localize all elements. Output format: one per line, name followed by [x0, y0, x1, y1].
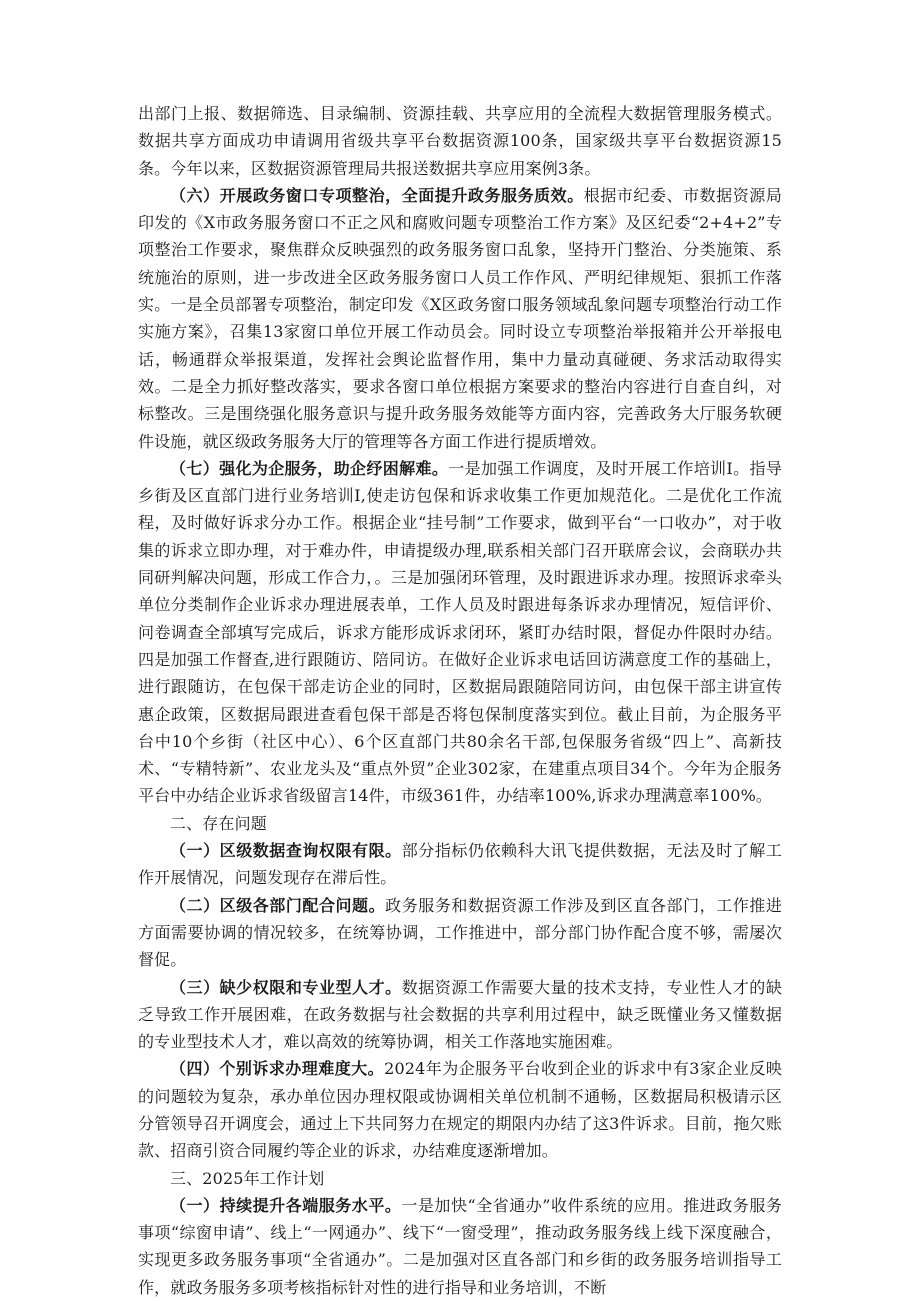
plan-1: [138, 1192, 782, 1301]
problem-2-title: （二）区级各部门配合问题。: [170, 895, 386, 915]
heading-problems: 二、存在问题: [170, 813, 267, 833]
problem-3-text: 数据资源工作需要大量的技术支持，专业性人才的缺乏导致工作开展困难，在政务数据与社会数据的共享利用过程中，缺乏既懂业务又懂数据的专业型技术人才，难以高效的统筹协调，相关工作落地实施困难。: [138, 977, 782, 1052]
section-6: [138, 182, 782, 455]
problem-4: [138, 1055, 782, 1164]
section-6-title: （六）开展政务窗口专项整治，全面提升政务服务质效。: [170, 185, 584, 205]
problem-1: [138, 837, 782, 892]
plan-1-title: （一）持续提升各端服务水平。: [170, 1195, 402, 1215]
problem-3-title: （三）缺少权限和专业型人才。: [170, 977, 402, 997]
problem-2-text: 政务服务和数据资源工作涉及到区直各部门，工作推进方面需要协调的情况较多，在统筹协调，工作推进中，部分部门协作配合度不够，需屡次督促。: [138, 895, 782, 970]
problem-3: [138, 974, 782, 1056]
heading-plan-2025: 三、2025年工作计划: [170, 1168, 325, 1188]
section-7-text: 一是加强工作调度，及时开展工作培训I。指导乡街及区直部门进行业务培训I,使走访包保和诉求收集工作更加规范化。二是优化工作流程，及时做好诉求分办工作。根据企业“挂号制”工作要求，做到平台“一口收办”，对于收集的诉求立即办理，对于难办件，申请提级办理,联系相关部门召开联席会议，会商联办共同研判解决问题，形成工作合力，。三是加强闭环管理，及时跟进诉求办理。按照诉求牵头单位分类制作企业诉求办理进展表单，工作人员及时跟进每条诉求办理情况，短信评价、问卷调查全部填写完成后，诉求方能形成诉求闭环，紧盯办结时限，督促办件限时办结。四是加强工作督查,进行跟随访、陪同访。在做好企业诉求电话回访满意度工作的基础上，进行跟随访，在包保干部走访企业的同时，区数据局跟随陪同访问，由包保干部主讲宣传惠企政策，区数据局跟进查看包保干部是否将包保制度落实到位。截止目前，为企服务平台中10个乡街（社区中心）、6个区直部门共80余名干部,包保服务省级“四上”、高新技术、“专精特新”、农业龙头及“重点外贸”企业302家，在建重点项目34个。今年为企服务平台中办结企业诉求省级留言14件，市级361件，办结率100%,诉求办理满意率100%。: [138, 458, 782, 806]
problem-1-text: 部分指标仍依赖科大讯飞提供数据，无法及时了解工作开展情况，问题发现存在滞后性。: [138, 841, 782, 888]
problem-1-title: （一）区级数据查询权限有限。: [170, 841, 402, 861]
paragraph-intro: 出部门上报、数据筛选、目录编制、资源挂载、共享应用的全流程大数据管理服务模式。数据共享方面成功申请调用省级共享平台数据资源100条，国家级共享平台数据资源15条。今年以来，区数据资源管理局共报送数据共享应用案例3条。: [138, 104, 782, 178]
section-7: [138, 455, 782, 810]
plan-1-text: 一是加快“全省通办”收件系统的应用。推进政务服务事项“综窗申请”、线上“一网通办”、线下“一窗受理”，推动政务服务线上线下深度融合，实现更多政务服务事项“全省通办”。二是加强对区直各部门和乡街的政务服务培训指导工作，就政务服务多项考核指标针对性的进行指导和业务培训，不断: [138, 1195, 782, 1297]
document-body: [138, 100, 782, 1301]
problem-4-text: 2024年为企服务平台收到企业的诉求中有3家企业反映的问题较为复杂，承办单位因办理权限或协调相关单位机制不通畅，区数据局积极请示区分管领导召开调度会，通过上下共同努力在规定的期限内办结了这3件诉求。目前，拖欠账款、招商引资合同履约等企业的诉求，办结难度逐渐增加。: [138, 1059, 782, 1161]
problem-4-title: （四）个别诉求办理难度大。: [170, 1059, 385, 1079]
section-7-title: （七）强化为企服务，助企纾困解难。: [170, 458, 449, 478]
section-6-text: 根据市纪委、市数据资源局印发的《X市政务服务窗口不正之风和腐败问题专项整治工作方案》及区纪委“2+4+2”专项整治工作要求，聚焦群众反映强烈的政务服务窗口乱象，坚持开门整治、分类施策、系统施治的原则，进一步改进全区政务服务窗口人员工作作风、严明纪律规矩、狠抓工作落实。一是全员部署专项整治，制定印发《X区政务窗口服务领域乱象问题专项整治行动工作实施方案》，召集13家窗口单位开展工作动员会。同时设立专项整治举报箱并公开举报电话，畅通群众举报渠道，发挥社会舆论监督作用，集中力量动真碰硬、务求活动取得实效。二是全力抓好整改落实，要求各窗口单位根据方案要求的整治内容进行自查自纠，对标整改。三是围绕强化服务意识与提升政务服务效能等方面内容，完善政务大厅服务软硬件设施，就区级政务服务大厅的管理等各方面工作进行提质增效。: [138, 185, 782, 451]
problem-2: [138, 892, 782, 974]
